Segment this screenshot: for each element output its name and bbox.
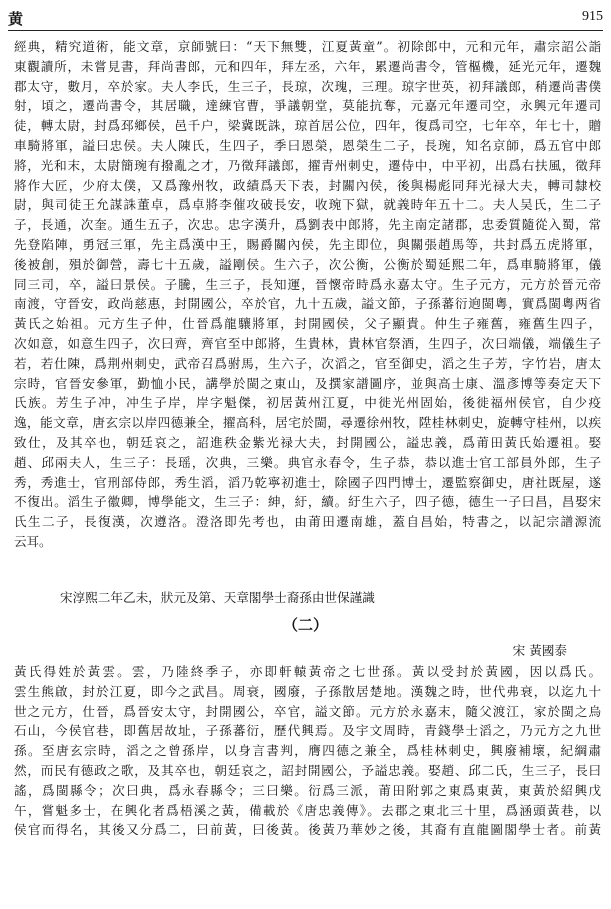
text-line: 宗時，官晉安參軍，勤恤小民，講學於閩之東山，及撰家譜圖序，並與高士康、溫彥博等奏定天下 — [14, 375, 601, 391]
text-line: 經典，精究道術，能文章，京師號曰：“天下無雙，江夏黃童”。初除郎中，元和元年，肅宗詔公詣 — [14, 39, 601, 54]
text-line: 逸，能文章，唐玄宗以岸四德兼全，擢高科，居宅於閩，尋遷徐州牧，陞桂林刺史，旋轉守桂州，以疾 — [14, 415, 601, 431]
text-line: 雲生熊啟，封於江夏，即今之武昌。周衰，國廢，子孫散居楚地。漢魏之時，世代弗衰，以迄九十 — [14, 683, 601, 699]
text-line: 射，頃之，遷尚書令，其居職，達練官曹，爭議朝堂，莫能抗奪，元嘉元年遷司空，永興元年遷司 — [14, 98, 601, 114]
text-line: 將，光和末，太尉簡琬有撥亂之才，乃徵拜議郎，擢青州刺史，遷侍中，中平初，出爲右扶風，徵拜 — [14, 157, 601, 173]
text-line: 東觀讀所，未嘗見書，拜尚書郎，元和四年，拜左丞，六年，累遷尚書令，管樞機，延光元年，遷魏 — [14, 58, 601, 74]
running-title: 黄 — [8, 10, 24, 28]
text-line: 世之元方，仕晉，爲晉安太守，封開國公，卒官，謚文節。元方於永嘉末，隨父渡江，家於閩之烏 — [14, 703, 601, 719]
text-line: 云耳。 — [14, 533, 52, 549]
text-line: 郡太守，數月，卒於家。夫人李氏，生三子，長琼，次瑰，三理。琼字世英，初拜議郎，稍遷尚書僕 — [14, 78, 601, 94]
text-line: 後被創，殞於御營，壽七十五歲，謚剛侯。生六子，次公衡，公衡於蜀延熙二年，爲車騎將軍，儀 — [14, 256, 601, 272]
text-line: 南渡，守晉安，政尚慈惠，封開國公，卒於官，九十五歲，謚文節，子孫蕃衍逈閩粵，實爲閩粵两省 — [14, 296, 601, 312]
section-heading: （二） — [282, 616, 328, 634]
header-rule — [8, 30, 603, 31]
text-line: 氏族。芳生子冲，冲生子岸，岸字魁傑，初居黃州江夏，中徙光州固始，後徙福州侯官，自少疫 — [14, 395, 601, 411]
author-byline: 宋 黃國泰 — [512, 643, 567, 658]
text-line: 尉，與司徒王允謀誅董卓，爲卓將李催攻破長安，收琬下獄，就義時年五十二。夫人吴氏，生二子 — [14, 197, 601, 213]
text-line: 次如意，如意生四子，次曰齊，齊官至中郎將，生貴林，貴林官祭酒，生四子，次曰端儀，端儀生子 — [14, 335, 601, 351]
text-line: 孫。至唐玄宗時，滔之之曾孫岸，以身言書判，膺四德之兼全，爲桂林刺史，興廢補壞，紀綱肅 — [14, 743, 601, 759]
page-number: 915 — [582, 9, 603, 24]
genealogy-record-one — [14, 37, 601, 552]
text-line: 先登陷陣，勇冠三軍，先主爲漢中王，賜爵關內侯，先主即位，與關張趙馬等，共封爲五虎將軍， — [14, 236, 601, 252]
text-line: 致仕，及其卒也，朝廷哀之，詔進秩金紫光禄大夫，封開國公，謚忠義，爲莆田黃氏始遷祖。娶 — [14, 434, 601, 450]
text-line: 氏生二子，長復漢，次遵洛。澄洛即先考也，由莆田遷南雄，蓋自昌始，特書之，以記宗譜源流 — [14, 514, 601, 530]
text-line: 將作大匠，少府太僕，又爲豫州牧，政績爲天下表，封關內侯，後與楊彪同拜光禄大夫，轉司隸校 — [14, 177, 601, 193]
text-line: 黃氏之始祖。元方生子仲，仕晉爲龍驤將軍，封開國侯，父子顯貴。仲生子雍舊，雍舊生四子， — [14, 316, 601, 332]
text-line: 侯官而得名，其後又分爲二，曰前黃，曰後黃。後黃乃華妙之後，其裔有直龍圖閣學士者。前黃 — [14, 822, 601, 838]
text-line: 車騎將軍，謚曰忠侯。夫人陳氏，生四子，季曰恩榮，恩榮生二子，長琬，知名京師，爲五官中郎 — [14, 137, 601, 153]
text-line: 午，嘗魁多士，在興化者爲梧溪之黃，備載於《唐忠義傳》。去郡之東北三十里，爲涵頭黃巷，以 — [14, 802, 601, 818]
text-line: 石山，今侯官巷，即舊居故址，子孫蕃衍，歷代興焉。及宇文周時，青錢學士滔之，乃元方之九世 — [14, 723, 601, 739]
text-line: 徒，轉太尉，封爲邳鄉侯，邑千户，梁冀既誅，琼首居公位，四年，復爲司空，七年卒，年七十，贈 — [14, 118, 601, 134]
text-line: 謠，爲閩縣令；次曰典，爲永春縣令；三曰樂。衍爲三派，莆田附郭之東爲東黃，東黃於紹興戊 — [14, 782, 601, 798]
page-header — [8, 6, 603, 30]
text-line: 然，而民有德政之歌，及其卒也，朝廷哀之，詔封開國公，予謚忠義。娶趙、邱二氏，生三子，長曰 — [14, 762, 601, 778]
text-line: 若，若仕陳，爲荆州刺史，武帝召爲驸馬，生六子，次滔之，官至御史，滔之生子芳，字竹岩，唐太 — [14, 355, 601, 371]
text-line: 秀，秀進士，官刑部侍郎，秀生滔，滔乃乾寧初進士，除國子四門博士，遷監察御史，唐社既屋，遂 — [14, 474, 601, 490]
text-line: 黃氏得姓於黃雲。雲，乃陸終季子，亦即軒轅黃帝之七世孫。黃以受封於黃國，因以爲氏。 — [14, 664, 601, 679]
text-line: 子，長通，次奎。通生五子，次忠。忠字漢升，爲劉表中郎將，先主南定諸郡，忠委質隨從入蜀，常 — [14, 217, 601, 233]
colophon: 宋淳熙二年乙未，狀元及第、天章閣學士裔孫由世保謹識 — [60, 590, 375, 605]
text-line: 不復出。滔生子徽卿，博學能文，生三子：紳，紆，續。紆生六子，四子德，德生一子曰昌，昌娶宋 — [14, 494, 601, 510]
text-line: 同三司，卒，謚曰景侯。子騰，生三子，長知運，晉懷帝時爲永嘉太守。生子元方，元方於晉元帝 — [14, 276, 601, 292]
genealogy-record-two — [14, 662, 601, 840]
text-line: 趙、邱兩夫人，生三子：長瑶，次典，三樂。典官永春令，生子恭，恭以進士官工部員外郎，生子 — [14, 454, 601, 470]
